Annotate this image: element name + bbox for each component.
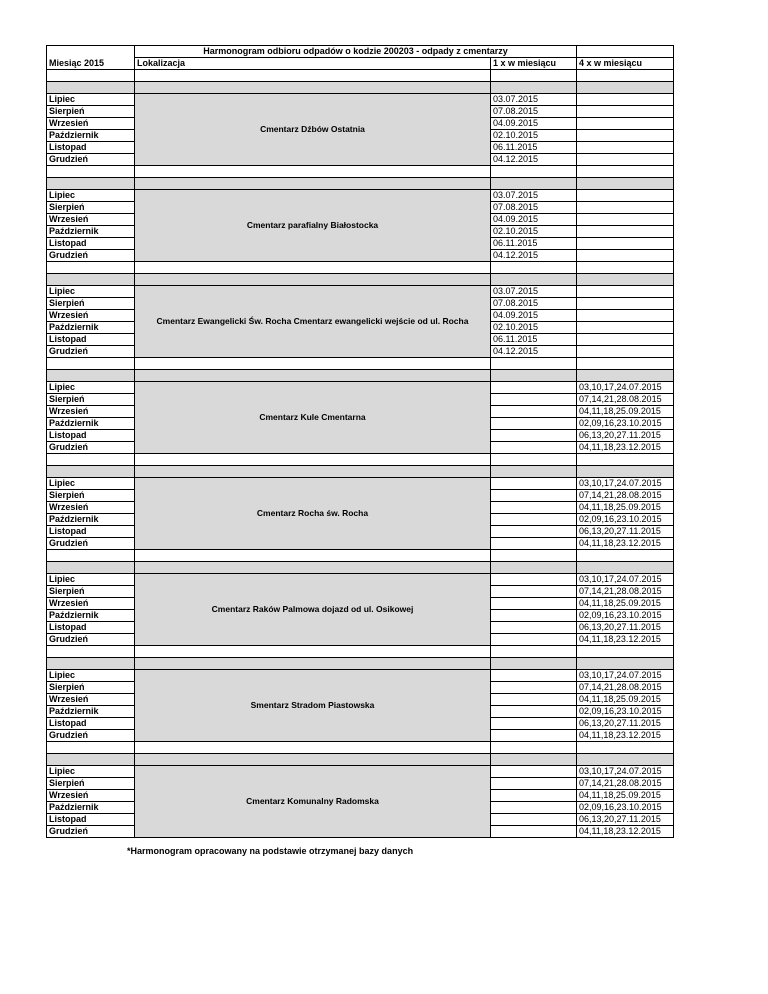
once-monthly-date bbox=[491, 502, 577, 514]
four-monthly-dates: 02,09,16,23.10.2015 bbox=[577, 514, 674, 526]
once-monthly-date: 04.09.2015 bbox=[491, 118, 577, 130]
schedule-row bbox=[47, 382, 674, 394]
spacer-cell bbox=[47, 454, 135, 466]
once-monthly-date bbox=[491, 406, 577, 418]
four-monthly-dates: 03,10,17,24.07.2015 bbox=[577, 574, 674, 586]
schedule-row bbox=[47, 190, 674, 202]
four-monthly-dates bbox=[577, 238, 674, 250]
spacer-cell bbox=[491, 742, 577, 754]
spacer-cell bbox=[47, 754, 135, 766]
four-monthly-dates: 03,10,17,24.07.2015 bbox=[577, 382, 674, 394]
month-cell: Lipiec bbox=[47, 94, 135, 106]
spacer-cell bbox=[577, 646, 674, 658]
once-monthly-date bbox=[491, 586, 577, 598]
spacer-cell bbox=[491, 166, 577, 178]
month-cell: Sierpień bbox=[47, 490, 135, 502]
once-monthly-date bbox=[491, 814, 577, 826]
once-monthly-date bbox=[491, 706, 577, 718]
once-monthly-date: 04.12.2015 bbox=[491, 154, 577, 166]
header-month: Miesiąc 2015 bbox=[47, 58, 135, 70]
month-cell: Grudzień bbox=[47, 346, 135, 358]
spacer-cell bbox=[135, 466, 491, 478]
month-cell: Sierpień bbox=[47, 682, 135, 694]
spacer-cell bbox=[47, 178, 135, 190]
four-monthly-dates: 07,14,21,28.08.2015 bbox=[577, 682, 674, 694]
four-monthly-dates bbox=[577, 118, 674, 130]
blank-row bbox=[47, 454, 674, 466]
once-monthly-date: 03.07.2015 bbox=[491, 286, 577, 298]
once-monthly-date bbox=[491, 514, 577, 526]
four-monthly-dates: 06,13,20,27.11.2015 bbox=[577, 430, 674, 442]
spacer-cell bbox=[47, 370, 135, 382]
once-monthly-date bbox=[491, 718, 577, 730]
four-monthly-dates bbox=[577, 94, 674, 106]
blank-row bbox=[47, 70, 674, 82]
location-cell: Cmentarz parafialny Białostocka bbox=[135, 190, 491, 262]
four-monthly-dates: 04,11,18,23.12.2015 bbox=[577, 442, 674, 454]
once-monthly-date bbox=[491, 574, 577, 586]
once-monthly-date bbox=[491, 670, 577, 682]
spacer-cell bbox=[577, 82, 674, 94]
spacer-cell bbox=[135, 754, 491, 766]
spacer-cell bbox=[135, 742, 491, 754]
once-monthly-date: 07.08.2015 bbox=[491, 202, 577, 214]
four-monthly-dates: 06,13,20,27.11.2015 bbox=[577, 526, 674, 538]
month-cell: Listopad bbox=[47, 334, 135, 346]
month-cell: Grudzień bbox=[47, 634, 135, 646]
once-monthly-date bbox=[491, 538, 577, 550]
once-monthly-date bbox=[491, 490, 577, 502]
spacer-cell bbox=[47, 466, 135, 478]
blank-row bbox=[47, 646, 674, 658]
month-cell: Lipiec bbox=[47, 190, 135, 202]
month-cell: Wrzesień bbox=[47, 598, 135, 610]
once-monthly-date: 02.10.2015 bbox=[491, 130, 577, 142]
title-row bbox=[47, 46, 674, 58]
four-monthly-dates bbox=[577, 322, 674, 334]
section-separator bbox=[47, 754, 674, 766]
section-separator bbox=[47, 466, 674, 478]
four-monthly-dates: 02,09,16,23.10.2015 bbox=[577, 706, 674, 718]
month-cell: Grudzień bbox=[47, 154, 135, 166]
month-cell: Listopad bbox=[47, 814, 135, 826]
four-monthly-dates: 07,14,21,28.08.2015 bbox=[577, 490, 674, 502]
month-cell: Październik bbox=[47, 802, 135, 814]
spacer-cell bbox=[47, 274, 135, 286]
location-cell: Cmentarz Komunalny Radomska bbox=[135, 766, 491, 838]
once-monthly-date bbox=[491, 598, 577, 610]
spacer-cell bbox=[135, 646, 491, 658]
spacer-cell bbox=[47, 166, 135, 178]
spacer-cell bbox=[577, 550, 674, 562]
spacer-cell bbox=[135, 358, 491, 370]
spacer-cell bbox=[135, 562, 491, 574]
month-cell: Listopad bbox=[47, 430, 135, 442]
spacer-cell bbox=[135, 70, 491, 82]
header-location-extension bbox=[275, 58, 491, 70]
four-monthly-dates: 04,11,18,25.09.2015 bbox=[577, 406, 674, 418]
spacer-cell bbox=[491, 82, 577, 94]
spacer-cell bbox=[577, 466, 674, 478]
once-monthly-date bbox=[491, 730, 577, 742]
spacer-cell bbox=[135, 178, 491, 190]
title-left-cell bbox=[47, 46, 135, 58]
once-monthly-date: 02.10.2015 bbox=[491, 226, 577, 238]
four-monthly-dates bbox=[577, 106, 674, 118]
four-monthly-dates: 04,11,18,23.12.2015 bbox=[577, 538, 674, 550]
month-cell: Lipiec bbox=[47, 382, 135, 394]
spacer-cell bbox=[577, 562, 674, 574]
spacer-cell bbox=[491, 562, 577, 574]
once-monthly-date bbox=[491, 682, 577, 694]
month-cell: Wrzesień bbox=[47, 502, 135, 514]
four-monthly-dates bbox=[577, 250, 674, 262]
spacer-cell bbox=[47, 646, 135, 658]
four-monthly-dates: 06,13,20,27.11.2015 bbox=[577, 814, 674, 826]
spacer-cell bbox=[577, 454, 674, 466]
spacer-cell bbox=[491, 274, 577, 286]
month-cell: Listopad bbox=[47, 526, 135, 538]
blank-row bbox=[47, 358, 674, 370]
four-monthly-dates: 03,10,17,24.07.2015 bbox=[577, 766, 674, 778]
schedule-row bbox=[47, 286, 674, 298]
section-separator bbox=[47, 274, 674, 286]
four-monthly-dates: 04,11,18,25.09.2015 bbox=[577, 502, 674, 514]
header-location: Lokalizacja bbox=[135, 58, 275, 70]
four-monthly-dates: 04,11,18,23.12.2015 bbox=[577, 730, 674, 742]
four-monthly-dates: 02,09,16,23.10.2015 bbox=[577, 418, 674, 430]
four-monthly-dates: 04,11,18,25.09.2015 bbox=[577, 598, 674, 610]
once-monthly-date: 02.10.2015 bbox=[491, 322, 577, 334]
once-monthly-date bbox=[491, 394, 577, 406]
month-cell: Październik bbox=[47, 322, 135, 334]
once-monthly-date: 04.12.2015 bbox=[491, 346, 577, 358]
once-monthly-date bbox=[491, 622, 577, 634]
month-cell: Grudzień bbox=[47, 538, 135, 550]
spacer-cell bbox=[135, 658, 491, 670]
four-monthly-dates bbox=[577, 298, 674, 310]
spacer-cell bbox=[577, 178, 674, 190]
section-separator bbox=[47, 562, 674, 574]
once-monthly-date bbox=[491, 442, 577, 454]
month-cell: Wrzesień bbox=[47, 406, 135, 418]
spacer-cell bbox=[577, 370, 674, 382]
once-monthly-date bbox=[491, 634, 577, 646]
schedule-row bbox=[47, 670, 674, 682]
spacer-cell bbox=[491, 754, 577, 766]
month-cell: Sierpień bbox=[47, 202, 135, 214]
spacer-cell bbox=[47, 82, 135, 94]
spacer-cell bbox=[577, 166, 674, 178]
four-monthly-dates: 03,10,17,24.07.2015 bbox=[577, 670, 674, 682]
once-monthly-date bbox=[491, 790, 577, 802]
spacer-cell bbox=[47, 70, 135, 82]
four-monthly-dates bbox=[577, 214, 674, 226]
month-cell: Wrzesień bbox=[47, 118, 135, 130]
section-separator bbox=[47, 658, 674, 670]
section-separator bbox=[47, 370, 674, 382]
once-monthly-date: 07.08.2015 bbox=[491, 106, 577, 118]
month-cell: Listopad bbox=[47, 718, 135, 730]
once-monthly-date bbox=[491, 826, 577, 838]
schedule-table bbox=[46, 45, 674, 838]
once-monthly-date bbox=[491, 694, 577, 706]
spacer-cell bbox=[135, 274, 491, 286]
spacer-cell bbox=[135, 262, 491, 274]
month-cell: Listopad bbox=[47, 622, 135, 634]
four-monthly-dates: 04,11,18,23.12.2015 bbox=[577, 634, 674, 646]
month-cell: Lipiec bbox=[47, 766, 135, 778]
section-separator bbox=[47, 178, 674, 190]
spacer-cell bbox=[135, 370, 491, 382]
spacer-cell bbox=[491, 454, 577, 466]
spacer-cell bbox=[577, 274, 674, 286]
month-cell: Wrzesień bbox=[47, 214, 135, 226]
once-monthly-date bbox=[491, 478, 577, 490]
spacer-cell bbox=[491, 70, 577, 82]
four-monthly-dates bbox=[577, 310, 674, 322]
month-cell: Sierpień bbox=[47, 778, 135, 790]
month-cell: Wrzesień bbox=[47, 694, 135, 706]
once-monthly-date: 06.11.2015 bbox=[491, 238, 577, 250]
section-separator bbox=[47, 82, 674, 94]
spacer-cell bbox=[491, 658, 577, 670]
four-monthly-dates: 07,14,21,28.08.2015 bbox=[577, 394, 674, 406]
once-monthly-date: 07.08.2015 bbox=[491, 298, 577, 310]
spacer-cell bbox=[491, 262, 577, 274]
month-cell: Październik bbox=[47, 418, 135, 430]
four-monthly-dates bbox=[577, 334, 674, 346]
four-monthly-dates: 04,11,18,25.09.2015 bbox=[577, 790, 674, 802]
month-cell: Listopad bbox=[47, 142, 135, 154]
location-cell: Cmentarz Raków Palmowa dojazd od ul. Osikowej bbox=[135, 574, 491, 646]
four-monthly-dates bbox=[577, 286, 674, 298]
once-monthly-date bbox=[491, 382, 577, 394]
once-monthly-date bbox=[491, 766, 577, 778]
spacer-cell bbox=[577, 742, 674, 754]
schedule-row bbox=[47, 478, 674, 490]
blank-row bbox=[47, 550, 674, 562]
spacer-cell bbox=[491, 646, 577, 658]
month-cell: Październik bbox=[47, 130, 135, 142]
month-cell: Lipiec bbox=[47, 670, 135, 682]
spacer-cell bbox=[577, 262, 674, 274]
spacer-cell bbox=[47, 550, 135, 562]
spacer-cell bbox=[491, 550, 577, 562]
spacer-cell bbox=[47, 358, 135, 370]
spacer-cell bbox=[577, 754, 674, 766]
spacer-cell bbox=[135, 454, 491, 466]
four-monthly-dates: 06,13,20,27.11.2015 bbox=[577, 622, 674, 634]
month-cell: Grudzień bbox=[47, 826, 135, 838]
schedule-row bbox=[47, 94, 674, 106]
spacer-cell bbox=[577, 70, 674, 82]
four-monthly-dates: 04,11,18,25.09.2015 bbox=[577, 694, 674, 706]
four-monthly-dates: 07,14,21,28.08.2015 bbox=[577, 778, 674, 790]
location-cell: Cmentarz Dźbów Ostatnia bbox=[135, 94, 491, 166]
header-four-monthly: 4 x w miesiącu bbox=[577, 58, 674, 70]
four-monthly-dates bbox=[577, 226, 674, 238]
four-monthly-dates: 06,13,20,27.11.2015 bbox=[577, 718, 674, 730]
spacer-cell bbox=[47, 742, 135, 754]
four-monthly-dates: 07,14,21,28.08.2015 bbox=[577, 586, 674, 598]
month-cell: Wrzesień bbox=[47, 790, 135, 802]
once-monthly-date bbox=[491, 610, 577, 622]
once-monthly-date: 04.12.2015 bbox=[491, 250, 577, 262]
header-once-monthly: 1 x w miesiącu bbox=[491, 58, 577, 70]
location-cell: Smentarz Stradom Piastowska bbox=[135, 670, 491, 742]
month-cell: Listopad bbox=[47, 238, 135, 250]
blank-row bbox=[47, 262, 674, 274]
month-cell: Październik bbox=[47, 514, 135, 526]
schedule-row bbox=[47, 766, 674, 778]
month-cell: Sierpień bbox=[47, 298, 135, 310]
month-cell: Lipiec bbox=[47, 574, 135, 586]
month-cell: Sierpień bbox=[47, 586, 135, 598]
once-monthly-date: 06.11.2015 bbox=[491, 142, 577, 154]
four-monthly-dates bbox=[577, 130, 674, 142]
spacer-cell bbox=[577, 658, 674, 670]
blank-row bbox=[47, 742, 674, 754]
month-cell: Grudzień bbox=[47, 730, 135, 742]
month-cell: Grudzień bbox=[47, 250, 135, 262]
four-monthly-dates: 03,10,17,24.07.2015 bbox=[577, 478, 674, 490]
month-cell: Sierpień bbox=[47, 394, 135, 406]
four-monthly-dates bbox=[577, 190, 674, 202]
month-cell: Wrzesień bbox=[47, 310, 135, 322]
once-monthly-date bbox=[491, 526, 577, 538]
blank-row bbox=[47, 166, 674, 178]
title-right-cell bbox=[577, 46, 674, 58]
once-monthly-date: 04.09.2015 bbox=[491, 310, 577, 322]
spacer-cell bbox=[577, 358, 674, 370]
spacer-cell bbox=[47, 562, 135, 574]
header-row bbox=[47, 58, 674, 70]
month-cell: Październik bbox=[47, 610, 135, 622]
month-cell: Lipiec bbox=[47, 286, 135, 298]
month-cell: Sierpień bbox=[47, 106, 135, 118]
once-monthly-date bbox=[491, 802, 577, 814]
once-monthly-date: 03.07.2015 bbox=[491, 94, 577, 106]
four-monthly-dates: 02,09,16,23.10.2015 bbox=[577, 610, 674, 622]
once-monthly-date bbox=[491, 778, 577, 790]
spacer-cell bbox=[135, 166, 491, 178]
four-monthly-dates: 02,09,16,23.10.2015 bbox=[577, 802, 674, 814]
month-cell: Październik bbox=[47, 706, 135, 718]
location-cell: Cmentarz Ewangelicki Św. Rocha Cmentarz ewangelicki wejście od ul. Rocha bbox=[135, 286, 491, 358]
once-monthly-date bbox=[491, 430, 577, 442]
month-cell: Grudzień bbox=[47, 442, 135, 454]
spacer-cell bbox=[491, 466, 577, 478]
schedule-table-body bbox=[47, 46, 674, 838]
location-cell: Cmentarz Rocha św. Rocha bbox=[135, 478, 491, 550]
month-cell: Październik bbox=[47, 226, 135, 238]
four-monthly-dates bbox=[577, 202, 674, 214]
spacer-cell bbox=[491, 178, 577, 190]
spacer-cell bbox=[491, 370, 577, 382]
footnote: *Harmonogram opracowany na podstawie otrzymanej bazy danych bbox=[127, 846, 414, 856]
document-title: Harmonogram odbioru odpadów o kodzie 200203 - odpady z cmentarzy bbox=[135, 46, 577, 58]
once-monthly-date bbox=[491, 418, 577, 430]
four-monthly-dates bbox=[577, 346, 674, 358]
location-cell: Cmentarz Kule Cmentarna bbox=[135, 382, 491, 454]
four-monthly-dates: 04,11,18,23.12.2015 bbox=[577, 826, 674, 838]
once-monthly-date: 04.09.2015 bbox=[491, 214, 577, 226]
month-cell: Lipiec bbox=[47, 478, 135, 490]
spacer-cell bbox=[491, 358, 577, 370]
four-monthly-dates bbox=[577, 154, 674, 166]
schedule-row bbox=[47, 574, 674, 586]
spacer-cell bbox=[47, 262, 135, 274]
once-monthly-date: 03.07.2015 bbox=[491, 190, 577, 202]
spacer-cell bbox=[135, 550, 491, 562]
spacer-cell bbox=[47, 658, 135, 670]
four-monthly-dates bbox=[577, 142, 674, 154]
spacer-cell bbox=[135, 82, 491, 94]
once-monthly-date: 06.11.2015 bbox=[491, 334, 577, 346]
